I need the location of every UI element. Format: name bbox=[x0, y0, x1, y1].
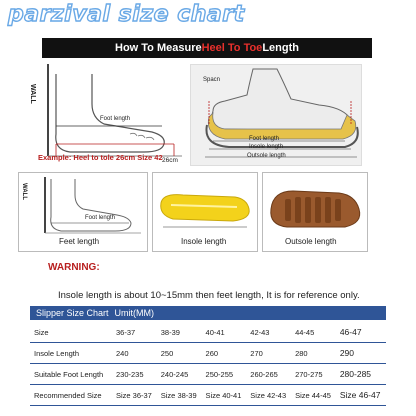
table-cell: 46-47 bbox=[336, 322, 386, 343]
table-row bbox=[30, 322, 386, 343]
insole-length-panel bbox=[152, 172, 258, 252]
example-value: 26cm bbox=[162, 157, 178, 164]
slipper-foot-length-label: Foot length bbox=[249, 136, 280, 142]
table-cell: Size 40-41 bbox=[202, 385, 247, 406]
slipper-outsole-length-label: Outsole length bbox=[247, 153, 286, 159]
brand-title: parzival size chart bbox=[8, 2, 245, 27]
table-cell: 36-37 bbox=[112, 322, 157, 343]
banner-suffix: Length bbox=[262, 42, 299, 54]
table-row bbox=[30, 385, 386, 406]
table-cell: 290 bbox=[336, 343, 386, 364]
warning-note: Insole length is about 10~15mm then feet length, It is for reference only. bbox=[58, 290, 360, 301]
table-cell: 240 bbox=[112, 343, 157, 364]
table-row bbox=[30, 343, 386, 364]
table-cell: 280-285 bbox=[336, 364, 386, 385]
table-cell: Size 36-37 bbox=[112, 385, 157, 406]
table-cell: Size 46-47 bbox=[336, 385, 386, 406]
warning-label: WARNING: bbox=[48, 262, 100, 273]
banner-prefix: How To Measure bbox=[115, 42, 202, 54]
size-table bbox=[30, 322, 386, 406]
table-cell: Size 42-43 bbox=[246, 385, 291, 406]
table-cell: 240-245 bbox=[157, 364, 202, 385]
table-cell: 260-265 bbox=[246, 364, 291, 385]
row-label: Insole Length bbox=[30, 343, 112, 364]
table-cell: 44-45 bbox=[291, 322, 336, 343]
panel-foot-length-label: Foot length bbox=[85, 215, 116, 221]
outsole-length-panel bbox=[262, 172, 368, 252]
row-label: Recommended Size bbox=[30, 385, 112, 406]
table-row bbox=[30, 364, 386, 385]
feet-length-panel bbox=[18, 172, 148, 252]
table-cell: 260 bbox=[202, 343, 247, 364]
feet-length-caption: Feet length bbox=[59, 237, 100, 246]
insole-length-caption: Insole length bbox=[181, 237, 227, 246]
table-cell: Size 44-45 bbox=[291, 385, 336, 406]
table-cell: 280 bbox=[291, 343, 336, 364]
outsole-length-caption: Outsole length bbox=[285, 237, 337, 246]
panel-wall-label: WALL bbox=[21, 183, 27, 200]
row-label: Suitable Foot Length bbox=[30, 364, 112, 385]
size-table-header bbox=[30, 306, 386, 320]
foot-against-wall-drawing bbox=[34, 64, 184, 164]
table-cell: 38-39 bbox=[157, 322, 202, 343]
table-cell: 42-43 bbox=[246, 322, 291, 343]
table-cell: 250 bbox=[157, 343, 202, 364]
wall-foot-diagram bbox=[29, 64, 184, 164]
foot-length-label: Foot length bbox=[100, 116, 131, 122]
table-cell: 270 bbox=[246, 343, 291, 364]
space-label: Spacn bbox=[203, 77, 221, 83]
table-cell: 230-235 bbox=[112, 364, 157, 385]
wall-label: WALL bbox=[29, 84, 36, 104]
table-cell: 250-255 bbox=[202, 364, 247, 385]
measure-banner bbox=[42, 38, 372, 58]
slipper-foot-diagram bbox=[190, 64, 362, 166]
table-cell: 270-275 bbox=[291, 364, 336, 385]
banner-highlight: Heel To Toe bbox=[201, 42, 263, 54]
size-table-title: Slipper Size Chart bbox=[36, 308, 109, 318]
table-cell: Size 38-39 bbox=[157, 385, 202, 406]
slipper-insole-length-label: Insole length bbox=[249, 144, 284, 150]
size-table-unit: Umit(MM) bbox=[114, 308, 155, 318]
row-label: Size bbox=[30, 322, 112, 343]
table-cell: 40-41 bbox=[202, 322, 247, 343]
example-note: Example: Heel to tole 26cm Size 42 bbox=[38, 153, 163, 162]
